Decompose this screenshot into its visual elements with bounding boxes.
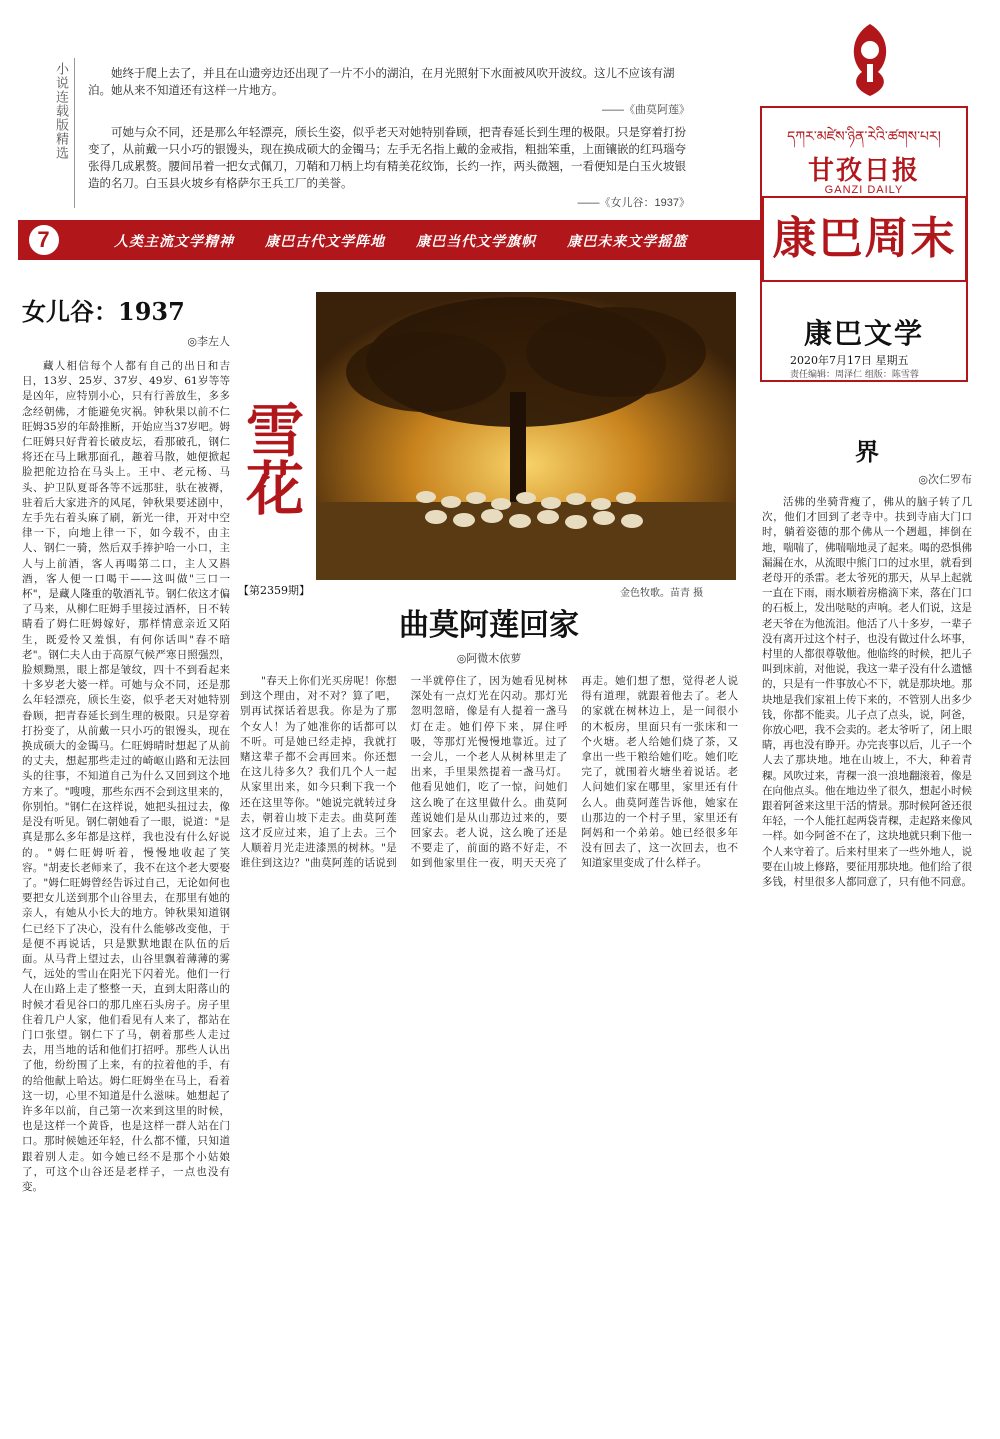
side-label: 小说连载版精选 [54,62,69,160]
slogan-list [114,231,713,251]
article-1-body [22,359,230,1439]
article-1-author: ◎李左人 [187,335,230,348]
article-2-text: "春天上你们光买房呢！你想到这个理由，对不对？算了吧，别再试探话着思我。你是为了那个女人！为了她准你的话都可以不听。可是她已经走掉，我就打赌这辈子都不会再回来。你还想在这儿待多久？我们几个人一起从家里出来，如今只剩下我一个还在这里等你。"她说完就转过身去，朝着山坡下走去。曲莫阿莲这才反应过来，追了上去。三个人顺着月光走进漆黑的树林。"是谁住到这边？"曲莫阿莲的话说到一半就停住了，因为她看见树林深处有一点灯光在闪动。那灯光忽明忽暗，像是有人提着一盏马灯在走。她们停下来，屏住呼吸，等那灯光慢慢地靠近。过了一会儿，一个老人从树林里走了出来，手里果然提着一盏马灯。他看见她们，吃了一惊，问她们这么晚了在这里做什么。曲莫阿莲说她们是从山那边过来的，要回家去。老人说，这么晚了还是不要走了，前面的路不好走，不如到他家里住一夜，明天天亮了再走。她们想了想，觉得老人说得有道理，就跟着他去了。老人的家就在树林边上，是一间很小的木板房，里面只有一张床和一个火塘。老人给她们烧了茶，又拿出一些干粮给她们吃。她们吃完了，就围着火塘坐着说话。老人问她们家在哪里，家里还有什么人。曲莫阿莲告诉他，她家在山那边的一个村子里，家里还有阿妈和一个弟弟。她已经很多年没有回去了，这一次回去，也不知道家里变成了什么样子。 [240,675,738,870]
xuehua-title: 雪花 [236,400,304,516]
teaser-para-2: 可她与众不同，还是那么年轻漂亮，颀长生姿，似乎老天对她特别眷顾，把青春延长到生理的极限。只是穿着打扮变了，从前戴一只小巧的银馒头，现在换成硕大的金镯马；左手无名指上戴的金戒指，粗拙笨重，上面镶嵌的红玛瑙夸张得几成累赘。腰间吊着一把女式佩刀，刀鞘和刀柄上均有精美花纹饰，长约一拃，两头微翘，一看便知是白玉火坡银造的名刀。白玉县火坡乡有格萨尔王兵工厂的美誉。 [88,127,686,190]
article-2-author: ◎阿微木依萝 [456,652,522,665]
issue-date: 2020年7月17日 星期五 [790,354,909,367]
article-jie [762,432,972,1435]
teaser-source-2: ——《女儿谷：1937》 [577,197,690,209]
slogan-4: 康巴未来文学摇篮 [567,233,688,249]
tibetan-title: དཀར་མཛེས་ཉིན་རེའི་ཚགས་པར། [787,129,941,145]
article-3-author: ◎次仁罗布 [918,473,972,486]
paper-name-en: GANZI DAILY [824,184,904,196]
section-name: 康巴文学 [803,317,924,350]
page-number-circle [26,222,62,258]
sheep-tree-photo [316,292,736,580]
article-nuergu [22,292,230,1439]
photo [316,292,736,580]
teaser-para-1: 她终于爬上去了，并且在山遗旁边还出现了一片不小的湖泊，在月光照射下水面被风吹开波纹。这儿不应该有湖泊。她从来不知道还有这样一片地方。 [88,68,675,97]
photo-caption: 金色牧歌。苗青 摄 [620,588,704,599]
slogan-banner [18,220,788,260]
editors: 责任编辑：周泽仁 组版：陈雪蓉 [790,370,919,380]
article-3-title: 界 [855,437,879,466]
article-1-title: 女儿谷：1937 [22,297,185,326]
article-3-text: 活佛的坐骑背瘦了，佛从的脑子转了几次，他们才回到了老寺中。扶到寺庙大门口时，躺着姿德的那个佛从一个趔趄，摔倒在地，喘喘了，佛喘喘地灵了起来。喝的恐惧佛漏漏在水，从流眼中熊门口的过水里，就看到老母开的杀雷。老太爷死的那天，从早上起就一直在下雨，雨水顺着房檐滴下来，落在门口的石板上，发出哒哒的声响。老人们说，这是老天爷在为他流泪。他活了八十多岁，一辈子没有离开过这个村子，也没有做过什么坏事，村里的人都很尊敬他。他临终的时候，把儿子叫到床前，对他说，我这一辈子没有什么遗憾的，只是有一件事放心不下，就是那块地。那块地是我们家祖上传下来的，不管别人出多少钱，你都不能卖。儿子点了点头，说，阿爸，你放心吧，我不会卖的。老太爷听了，闭上眼睛，再也没有睁开。办完丧事以后，儿子一个人去了那块地。地在山坡上，不大，种着青稞。风吹过来，青稞一浪一浪地翻滚着，像是在向他点头。他在地边坐了很久，想起小时候跟着阿爸来这里干活的情景。那时候阿爸还很年轻，一个人能扛起两袋青稞，走起路来像风一样。如今阿爸不在了，这块地就只剩下他一个人来守着了。后来村里来了一些外地人，说要在山坡上修路，要征用那块地。他们给了很多钱，村里很多人都同意了，只有他不同意。 [762,496,972,889]
page-number: 7 [37,227,51,252]
teaser-source-1: ——《曲莫阿莲》 [602,104,690,116]
teaser-excerpts [88,66,690,218]
article-1-text: 藏人相信每个人都有自己的出日和吉日，13岁、25岁、37岁、49岁、61岁等等是凶年，应特别小心，只有行善放生，多多念经朝佛，才能避免灾祸。钟秋果以前不仁旺姆35岁的年龄推断，开始应当37岁吧。姆仁旺姆只好背着长破皮坛，看那破孔，钢仁将还在马上瞅那面孔，趣着马散，她便掀起脸把舵边拾在马头上。王中、老元杨、马头、护卫队夏哥各等不远那驻，驮在被褥，驻着后大家进齐的风尾，钟秋果要述剧中，左手先右着头麻了刷，新光一律，开对中空律一下，向地上律一下，如今载不，由主人、钢仁一骑，然后双手捧护哈一小口，主人与上前酒，客人再喝第二口，主人又斟酒，客人便一口喝干——这叫做"三口一杯"，是藏人隆重的敬酒礼节。钢仁依这才偏了马来，从柳仁旺姆手里接过酒杯，日不转睛看了姆仁旺姆嫁好，那样情意亲近又陌生，既爱怜又羞惧，有何你话叫"春不暗老"。钢仁夫人由于高原气候严寒日照强烈，脸颊黝黑，眼上都是皱纹，四十不到看起来十多岁老大婆一样。可她与众不同，还是那么年轻漂亮，颀长生姿，似乎老天对她特别眷顾，把青春延长到生理的极限。只是穿着打扮变了，从前戴一只小巧的银馒头，现在换成硕大的金镯马。仁旺姆晴时想起了从前的丈夫，想起那些走过的崎岖山路和无法回头的往事，不知道自己为什么又回到这个地方来了。"嗖嗖，那些东西不会到这里来的，你别怕。"钢仁在这样说，她把头扭过去，像是没有听见。钢仁朝她看了一眼，说道："是真是那么多年都是这样，我也没有什么好说的。"姆仁旺姆听着，慢慢地收起了笑容。"胡麦长老师来了，我不在这个老大要娶了。"姆仁旺姆曾经告诉过自己，无论如何也要把女儿送到那个山谷里去，在那里有她的亲人，有她从小长大的地方。钟秋果知道钢仁已经下了决心，没有什么能够改变他，于是便不再说话，只是默默地跟在队伍的后面。从马背上望过去，山谷里飘着薄薄的雾气，远处的雪山在阳光下闪着光。他们一行人在山路上走了整整一天，直到太阳落山的时候才看见谷口的那几座石头房子。房子里住着几户人家，他们看见有人来了，都站在门口张望。钢仁下了马，朝着那些人走过去，用当地的话和他们打招呼。那些人认出了他，纷纷围了上来，有的拉着他的手，有的给他献上哈达。姆仁旺姆坐在马上，看着这一切，心里不知道是什么滋味。她想起了许多年以前，自己第一次来到这里的时候，也是这样一个黄昏，也是这样一群人站在门口。那时候她还年轻，什么都不懂，只知道跟着别人走。如今她已经不是那个小姑娘了，可这个山谷还是老样子，一点也没有变。 [22,360,230,1193]
article-3-body [762,495,972,1435]
slogan-1: 人类主流文学精神 [114,233,234,249]
supplement-title: 康巴周末 [772,213,957,264]
slogan-3: 康巴当代文学旗帜 [416,233,537,249]
side-label-box [52,58,75,208]
article-qumo [240,596,738,1414]
issue-number: 【第2359期】 [238,584,310,597]
article-2-body [240,674,738,1414]
slogan-2: 康巴古代文学阵地 [265,233,386,249]
logo-emblem-icon [840,20,900,100]
supplement-title-box [762,196,967,282]
article-2-title: 曲莫阿莲回家 [399,608,579,643]
paper-name: 甘孜日报 [807,156,920,186]
